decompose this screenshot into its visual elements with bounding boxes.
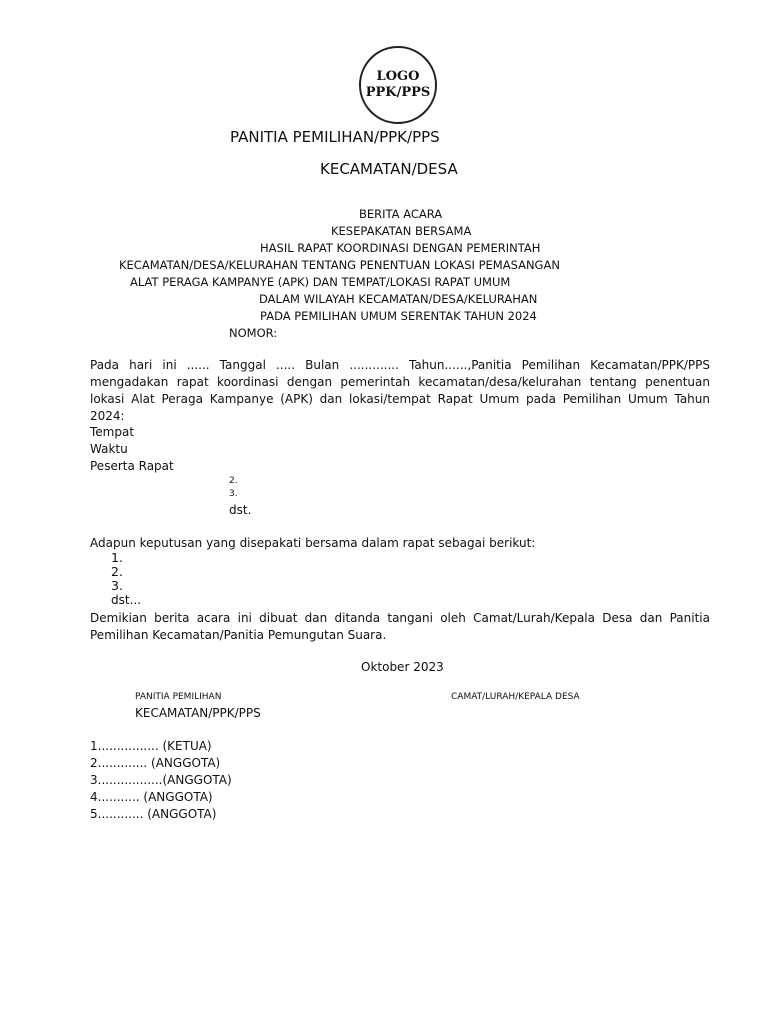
decisions-intro: Adapun keputusan yang disepakati bersama dalam rapat sebagai berikut: [90,536,536,550]
signature-left-label: PANITIA PEMILIHAN [135,692,222,702]
signature-right-label: CAMAT/LURAH/KEPALA DESA [451,692,580,702]
decision-item-3: 3. [111,578,123,593]
nomor-label: NOMOR: [229,326,278,340]
peserta-label: Peserta Rapat [90,459,174,473]
area-heading: KECAMATAN/DESA [320,160,458,178]
member-2: 2............. (ANGGOTA) [90,756,221,770]
title-line-5: ALAT PERAGA KAMPANYE (APK) DAN TEMPAT/LOKASI RAPAT UMUM [130,275,511,289]
title-line-7: PADA PEMILIHAN UMUM SERENTAK TAHUN 2024 [260,309,537,323]
document-date: Oktober 2023 [361,660,444,674]
title-line-4: KECAMATAN/DESA/KELURAHAN TENTANG PENENTUAN LOKASI PEMASANGAN [119,258,560,272]
peserta-item-dst: dst. [229,503,252,517]
org-heading: PANITIA PEMILIHAN/PPK/PPS [230,128,440,146]
waktu-label: Waktu [90,442,128,456]
logo-seal [359,46,437,124]
peserta-item-2: 2. [229,476,238,486]
member-3: 3.................(ANGGOTA) [90,773,232,787]
signature-left-sub: KECAMATAN/PPK/PPS [135,706,261,720]
title-line-3: HASIL RAPAT KOORDINASI DENGAN PEMERINTAH [260,241,541,255]
title-line-1: BERITA ACARA [359,207,443,221]
intro-paragraph: Pada hari ini ...... Tanggal ..... Bulan ............. Tahun......,Panitia Pemilihan Kecamatan/PPK/PPS mengadakan rapat koordinasi dengan pemerintah kecamatan/desa/kelurahan tentang penentuan lokasi Alat Peraga Kampanye (APK) dan lokasi/tempat Rapat Umum pada Pemilihan Umum Tahun 2024: [90,358,710,423]
member-4: 4........... (ANGGOTA) [90,790,213,804]
title-line-6: DALAM WILAYAH KECAMATAN/DESA/KELURAHAN [259,292,538,306]
tempat-label: Tempat [90,425,135,439]
title-line-2: KESEPAKATAN BERSAMA [331,224,472,238]
logo-line-1: LOGO [376,69,420,84]
member-5: 5............ (ANGGOTA) [90,807,217,821]
logo-line-2: PPK/PPS [365,85,431,100]
decision-item-1: 1. [111,550,123,565]
peserta-item-3: 3. [229,489,238,499]
member-1: 1................ (KETUA) [90,739,212,753]
closing-paragraph: Demikian berita acara ini dibuat dan ditanda tangani oleh Camat/Lurah/Kepala Desa dan Panitia Pemilihan Kecamatan/Panitia Pemungutan Suara. [90,611,710,642]
decision-item-2: 2. [111,564,123,579]
decision-more: dst... [111,593,142,607]
